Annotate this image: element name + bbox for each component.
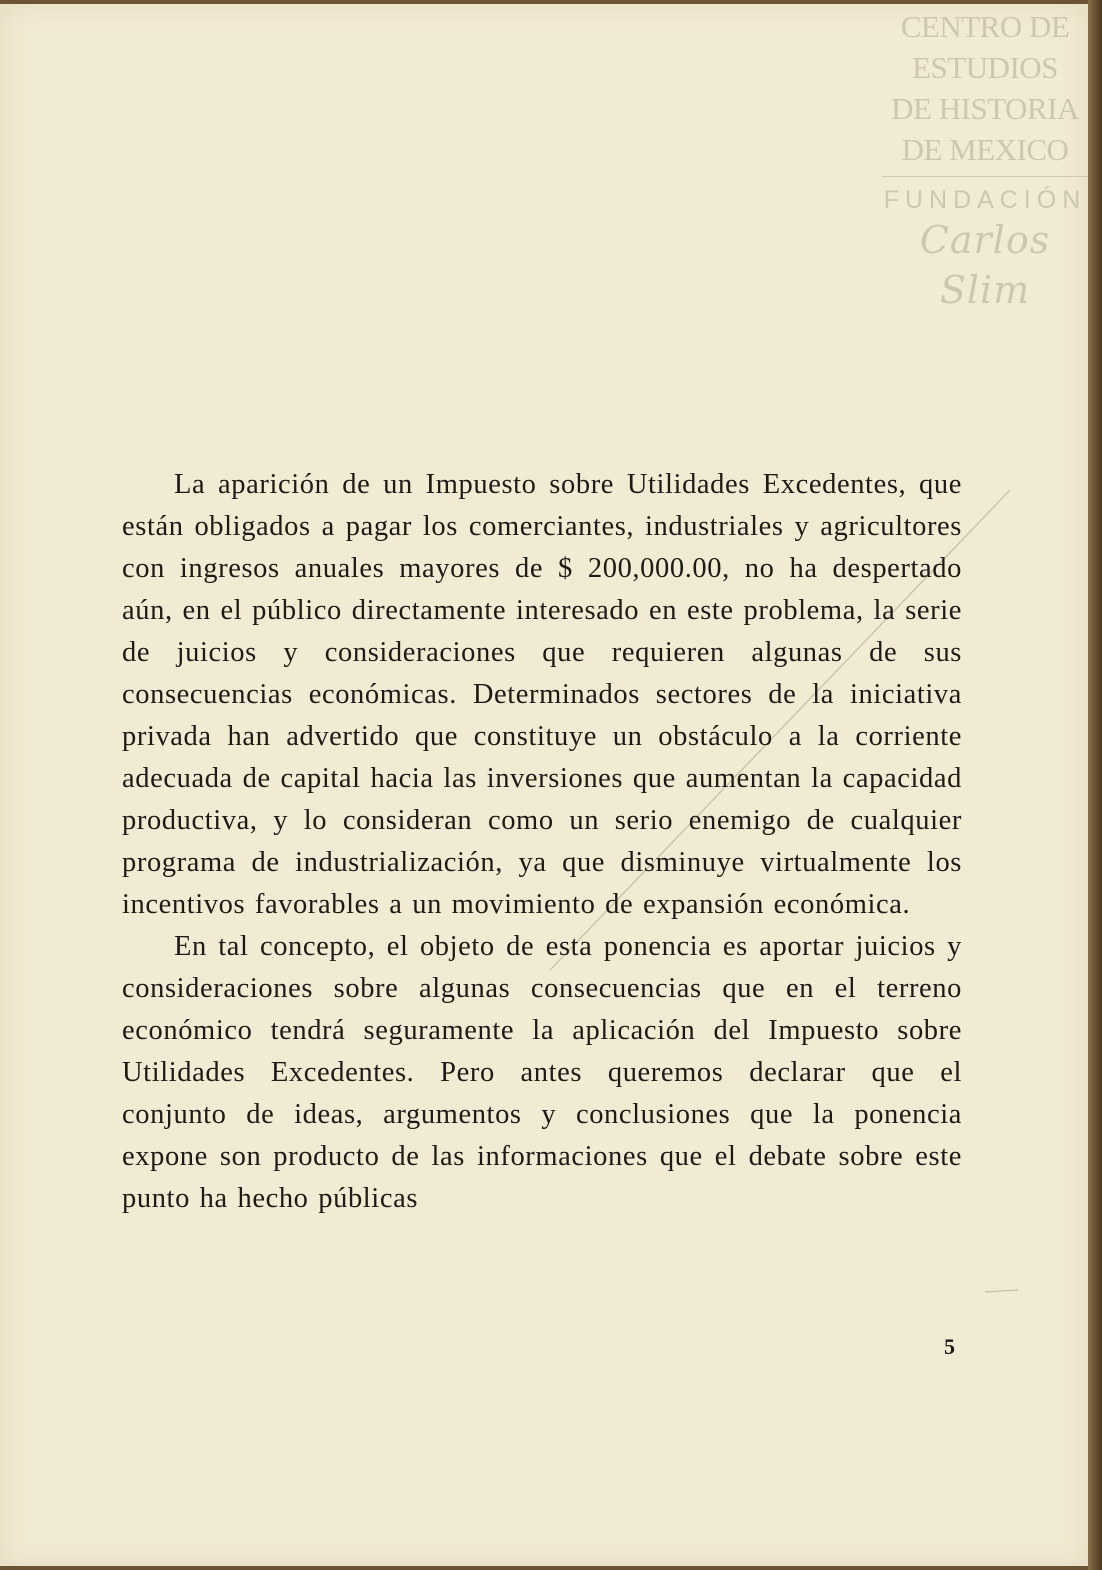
watermark-line: DE MEXICO (901, 132, 1069, 167)
paragraph: En tal concepto, el objeto de esta ponencia es aportar juicios y consideraciones sobre algunas consecuencias que en el terreno económico tendrá seguramente la aplicación del Impuesto sobre Utilidades Excedentes. Pero antes queremos declarar que el conjunto de ideas, argumentos y conclusiones que la ponencia expone son producto de las informaciones que el debate sobre este punto ha hecho públicas (122, 931, 962, 1214)
paragraph: La aparición de un Impuesto sobre Utilidades Excedentes, que están obligados a pagar los comerciantes, industriales y agricultores con ingresos anuales mayores de $ 200,000.00, no ha despertado aún, en el público directamente interesado en este problema, la serie de juicios y consideraciones que requieren algunas de sus consecuencias económicas. Determinados sectores de la iniciativa privada han advertido que constituye un obstáculo a la corriente adecuada de capital hacia las inversiones que aumentan la capacidad productiva, y lo consideran como un serio enemigo de cualquier programa de industrialización, ya que disminuye virtualmente los incentivos favorables a un movimiento de expansión económica. (122, 469, 962, 920)
page-number: 5 (944, 1334, 955, 1359)
body-text (122, 464, 962, 1220)
watermark-line: ESTUDIOS (912, 50, 1058, 85)
watermark-line: CENTRO DE (900, 9, 1070, 44)
watermark-line: DE HISTORIA (891, 91, 1079, 126)
watermark-signature: Carlos Slim (919, 218, 1051, 312)
watermark-divider (882, 176, 1088, 177)
watermark-foundation: FUNDACIÓN (883, 186, 1087, 214)
watermark-stamp (878, 6, 1092, 315)
